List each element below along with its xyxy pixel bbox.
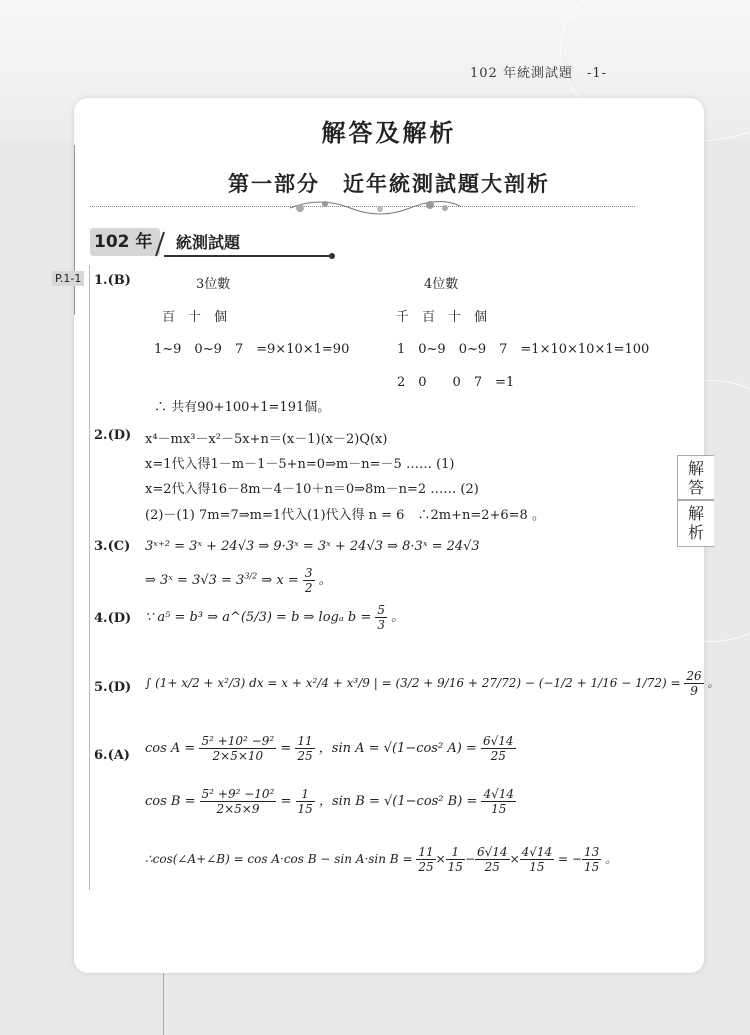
margin-rule — [163, 973, 164, 1035]
question-number: 4.(D) — [94, 611, 132, 626]
q2-line2: x=1代入得1－m－1－5+n=0⇒m－n=－5 …… (1) — [145, 457, 455, 472]
question-number: 2.(D) — [94, 428, 132, 443]
section-kind: 統測試題 — [176, 233, 241, 252]
page-subtitle: 第一部分 近年統測試題大剖析 — [228, 172, 550, 196]
page-title: 解答及解析 — [321, 119, 457, 147]
q3-line2: ⇒ 3ˣ = $3√3 = 3^{3/2}$ ⇒ x = $\frac{3}{2}$ 。 — [145, 566, 332, 595]
question-number: 5.(D) — [94, 680, 132, 695]
ornament-icon — [280, 196, 470, 216]
q1-col2-range2: 2 0 0 7 =1 — [397, 375, 515, 390]
q2-line4: (2)－(1) 7m=7⇒m=1代入(1)代入得 n = 6 ∴2m+n=2+6=8 。 — [145, 508, 545, 523]
question-number: 1.(B) — [94, 273, 131, 288]
q5-expr: ∫ (1+ x/2 + x²/3) dx = x + x²/4 + x³/9 | = (3/2 + 9/16 + 27/72) − (−1/2 + 1/16 − 1/72) = $\frac{26}{9}$ 。 — [145, 669, 720, 698]
page-reference: P.1-1 — [52, 271, 84, 286]
q6-cosB: cos B = $\frac{\text{5² +9² −10²}}{2\times 5\times 9}$ = $\frac{1}{15}$ ，sin B = √(1−cos² B) = $\frac{4√14}{15}$ — [145, 787, 515, 816]
q1-col1-digits: 百 十 個 — [162, 310, 228, 325]
side-tab-answer: 解 答 — [677, 455, 714, 500]
q3-line1: 3ˣ⁺² = 3ˣ + 24√3 ⇒ 9·3ˣ = 3ˣ + 24√3 ⇒ 8·3ˣ = 24√3 — [145, 539, 480, 554]
page-number: -1- — [586, 66, 608, 81]
question-rule — [89, 265, 90, 890]
q6-final: ∴cos(∠A+∠B) = cos A·cos B − sin A·sin B = $\frac{11}{25}$ × $\frac{1}{15}$ − $\frac{6√14}{25}$ × $\frac{4√14}{15}$ = − $\frac{13}{15}$ 。 — [145, 845, 618, 874]
q1-col2-digits: 千 百 十 個 — [396, 310, 488, 325]
q1-total: ∴ 共有90+100+1=191個。 — [154, 400, 331, 415]
side-tab-analysis: 解 析 — [677, 500, 714, 547]
q1-col2-range: 1 0~9 0~9 7 =1×10×10×1=100 — [397, 342, 650, 357]
question-number: 6.(A) — [94, 748, 130, 763]
q1-col2-label: 4位數 — [424, 277, 459, 292]
q6-cosA: cos A = $\frac{\text{5² +10² −9²}}{2\times 5\times 10}$ = $\frac{11}{25}$ ，sin A = √(1−cos² A) = $\frac{6√14}{25}$ — [145, 734, 514, 763]
q1-col1-range: 1~9 0~9 7 =9×10×1=90 — [154, 342, 350, 357]
question-number: 3.(C) — [94, 539, 131, 554]
q2-line3: x=2代入得16－8m－4－10＋n＝0⇒8m－n=2 …… (2) — [145, 482, 479, 497]
q4-expr: ∵ a⁵ = b³ ⇒ a^(5/3) = b ⇒ logₐ b = $\frac{5}{3}$ 。 — [145, 603, 405, 632]
section-year: 102 年 — [90, 228, 160, 256]
q1-col1-label: 3位數 — [196, 277, 231, 292]
q2-line1: x⁴－mx³－x²－5x+n＝(x－1)(x－2)Q(x) — [145, 432, 388, 447]
running-header: 102 年統測試題 -1- — [470, 66, 608, 81]
